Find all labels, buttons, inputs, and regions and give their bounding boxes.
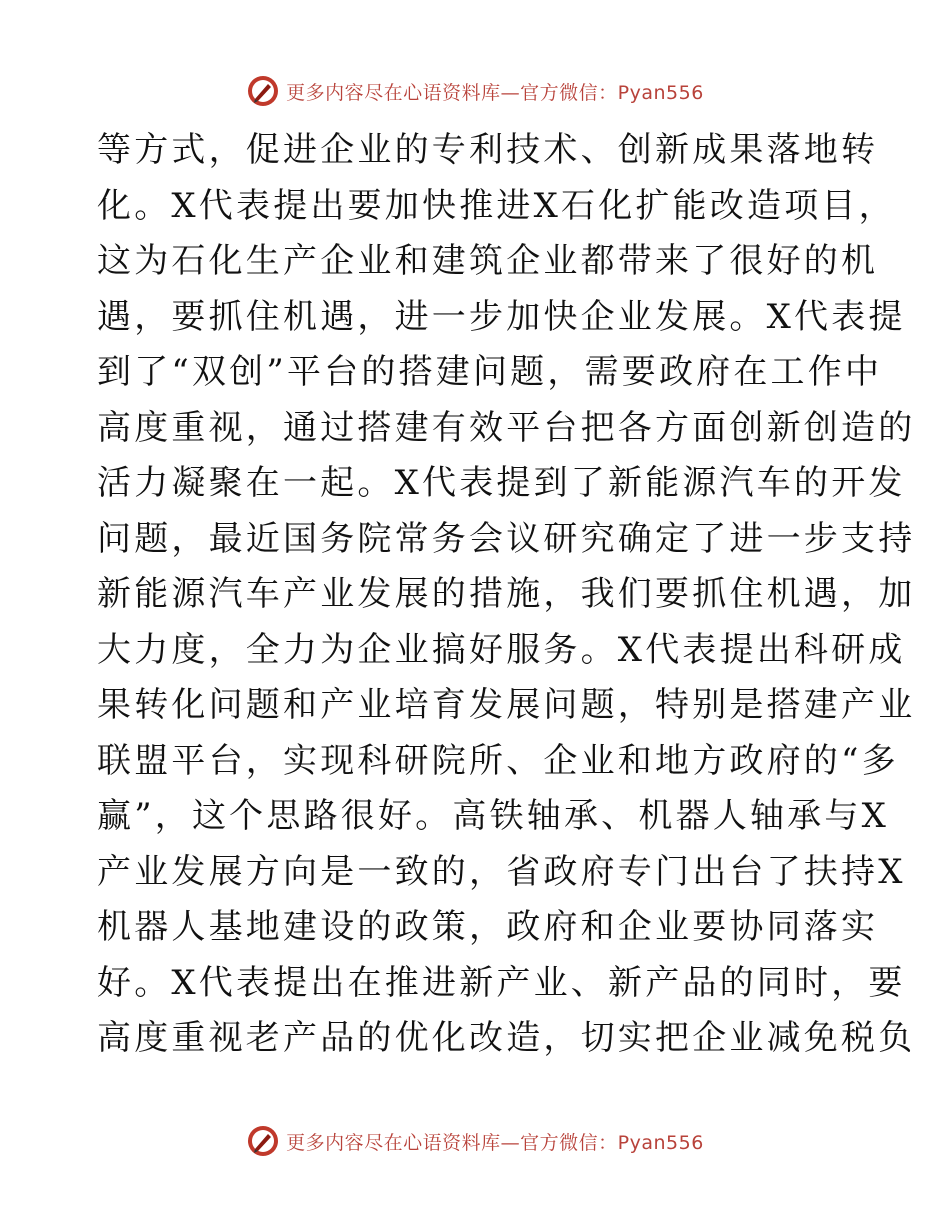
body-line: 这为石化生产企业和建筑企业都带来了很好的机 [97,241,879,281]
footer-text [286,1128,704,1155]
body-line: 产业发展方向是一致的，省政府专门出台了扶持X [97,851,906,892]
body-line: 活力凝聚在一起。X代表提到了新能源汽车的开发 [97,463,906,503]
body-line: 高度重视老产品的优化改造，切实把企业减免税负 [97,1018,916,1058]
body-line: 大力度，全力为企业搞好服务。X代表提出科研成 [97,629,906,670]
body-line: 机器人基地建设的政策，政府和企业要协同落实 [97,907,879,947]
header-prefix: 更多内容尽在心语资料库 [286,81,501,104]
header-wechat: 官方微信：Pyan556 [520,81,704,104]
body-line: 等方式，促进企业的专利技术、创新成果落地转 [97,130,879,170]
body-line: 到了“双创”平台的搭建问题，需要政府在工作中 [97,352,883,392]
body-line: 新能源汽车产业发展的措施，我们要抓住机遇，加 [97,574,916,614]
body-line: 好。X代表提出在推进新产业、新产品的同时，要 [97,962,906,1003]
footer-wechat: 官方微信：Pyan556 [520,1131,704,1154]
header-banner [0,72,950,110]
body-line: 问题，最近国务院常务会议研究确定了进一步支持 [97,518,916,559]
pen-logo-icon [246,1124,280,1158]
header-dash: — [500,81,521,104]
footer-dash: — [500,1131,521,1154]
body-line: 果转化问题和产业培育发展问题，特别是搭建产业 [97,685,916,725]
body-line: 遇，要抓住机遇，进一步加快企业发展。X代表提 [97,296,906,337]
body-line: 赢”，这个思路很好。高铁轴承、机器人轴承与X [97,796,889,836]
footer-prefix: 更多内容尽在心语资料库 [286,1131,501,1154]
body-line: 化。X代表提出要加快推进X石化扩能改造项目， [97,185,896,226]
body-line: 高度重视，通过搭建有效平台把各方面创新创造的 [97,407,916,448]
body-line: 联盟平台，实现科研院所、企业和地方政府的“多 [97,740,899,781]
document-body [97,123,916,1067]
pen-logo-icon [246,74,280,108]
header-text [286,78,704,105]
footer-banner [0,1122,950,1160]
